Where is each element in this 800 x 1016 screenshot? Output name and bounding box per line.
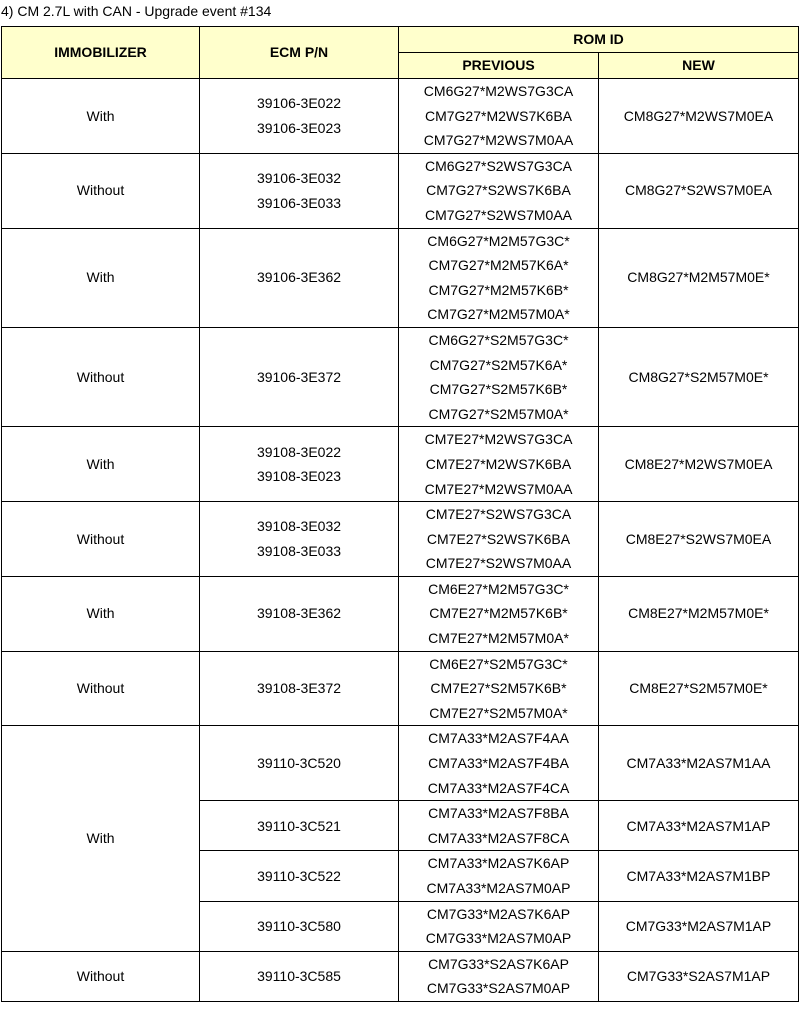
ecm-pn-value: 39108-3E362	[256, 605, 342, 622]
new-rom-id: CM8G27*S2WS7M0EA	[599, 153, 799, 228]
ecm-pn-value: 39110-3C580	[257, 917, 341, 934]
table-body	[2, 79, 799, 1002]
ecm-pn-cell	[200, 801, 399, 851]
table-row	[2, 427, 799, 502]
table-row	[2, 502, 799, 577]
ecm-pn-cell	[200, 79, 399, 154]
previous-rom-id: CM7G27*M2WS7M0AA	[423, 132, 574, 149]
ecm-pn-cell	[200, 153, 399, 228]
ecm-pn-cell	[200, 951, 399, 1001]
ecm-pn-value: 39110-3C522	[257, 867, 341, 884]
previous-rom-id: CM7E27*S2M57M0A*	[429, 704, 568, 721]
immobilizer-cell: Without	[2, 153, 200, 228]
ecm-pn-value: 39108-3E022	[256, 443, 342, 460]
previous-rom-id: CM7A33*M2AS7M0AP	[426, 880, 571, 896]
header-previous: PREVIOUS	[399, 53, 599, 79]
header-ecm-pn: ECM P/N	[200, 27, 399, 79]
table-row	[2, 726, 799, 801]
previous-rom-id: CM6E27*M2M57G3C*	[428, 580, 569, 597]
new-rom-id: CM7A33*M2AS7M1BP	[599, 851, 799, 901]
previous-rom-id: CM6G27*M2M57G3C*	[427, 232, 570, 249]
previous-rom-cell	[399, 153, 599, 228]
immobilizer-cell: Without	[2, 502, 200, 577]
previous-rom-cell	[399, 576, 599, 651]
ecm-pn-cell	[200, 726, 399, 801]
ecm-pn-value: 39110-3C520	[257, 755, 341, 772]
previous-rom-id: CM7A33*M2AS7F4CA	[427, 779, 570, 796]
ecm-pn-cell	[200, 228, 399, 327]
previous-rom-id: CM7A33*M2AS7F4AA	[428, 730, 569, 747]
ecm-pn-cell	[200, 651, 399, 726]
new-rom-id: CM8E27*M2M57M0E*	[599, 576, 799, 651]
previous-rom-id: CM6G27*S2WS7G3CA	[424, 157, 573, 174]
previous-rom-id: CM7E27*S2WS7K6BA	[426, 530, 571, 547]
previous-rom-id: CM7E27*M2WS7G3CA	[424, 431, 573, 448]
previous-rom-cell	[399, 726, 599, 801]
previous-rom-id: CM7G27*S2WS7M0AA	[424, 206, 573, 223]
immobilizer-cell: Without	[2, 951, 200, 1001]
table-row	[2, 651, 799, 726]
previous-rom-cell	[399, 951, 599, 1001]
ecm-pn-value: 39110-3C521	[257, 817, 341, 834]
previous-rom-id: CM7E27*S2M57K6B*	[430, 680, 567, 697]
ecm-pn-value: 39106-3E023	[256, 119, 342, 136]
previous-rom-id: CM6G27*M2WS7G3CA	[423, 83, 574, 99]
table-row	[2, 576, 799, 651]
previous-rom-cell	[399, 427, 599, 502]
ecm-pn-value: 39106-3E032	[256, 170, 342, 187]
new-rom-id: CM8E27*M2WS7M0EA	[599, 427, 799, 502]
previous-rom-id: CM7G33*S2AS7K6AP	[428, 955, 569, 972]
table-row	[2, 228, 799, 327]
new-rom-id: CM7G33*M2AS7M1AP	[599, 901, 799, 951]
previous-rom-id: CM7G27*M2WS7K6BA	[424, 107, 573, 124]
previous-rom-id: CM7G27*M2M57K6A*	[428, 257, 569, 274]
previous-rom-cell	[399, 79, 599, 154]
previous-rom-id: CM7G27*S2WS7K6BA	[426, 182, 571, 199]
immobilizer-cell: With	[2, 726, 200, 951]
ecm-pn-value: 39106-3E362	[256, 269, 342, 286]
immobilizer-cell: Without	[2, 327, 200, 426]
new-rom-id: CM7A33*M2AS7M1AP	[599, 801, 799, 851]
previous-rom-id: CM7E27*M2WS7K6BA	[425, 455, 572, 472]
ecm-pn-cell	[200, 327, 399, 426]
ecm-pn-value: 39106-3E033	[256, 194, 342, 211]
header-new: NEW	[599, 53, 799, 79]
ecm-pn-value: 39108-3E033	[256, 542, 342, 559]
previous-rom-id: CM7A33*M2AS7F8CA	[427, 829, 570, 846]
new-rom-id: CM7G33*S2AS7M1AP	[599, 951, 799, 1001]
ecm-pn-value: 39110-3C585	[257, 968, 341, 985]
previous-rom-id: CM7A33*M2AS7K6AP	[427, 855, 570, 872]
ecm-pn-value: 39108-3E032	[256, 518, 342, 535]
previous-rom-id: CM7E27*M2WS7M0AA	[424, 480, 573, 497]
previous-rom-id: CM7E27*S2WS7G3CA	[425, 506, 572, 523]
new-rom-id: CM8G27*M2WS7M0EA	[599, 79, 799, 154]
previous-rom-id: CM7A33*M2AS7F8BA	[428, 805, 569, 822]
immobilizer-cell: With	[2, 79, 200, 154]
ecm-pn-value: 39106-3E372	[256, 368, 342, 385]
previous-rom-id: CM7A33*M2AS7F4BA	[428, 755, 569, 772]
header-rom-id: ROM ID	[399, 27, 799, 53]
previous-rom-id: CM7E27*S2WS7M0AA	[425, 555, 572, 572]
previous-rom-id: CM7G27*S2M57K6B*	[429, 381, 568, 398]
immobilizer-cell: With	[2, 228, 200, 327]
table-caption: 4) CM 2.7L with CAN - Upgrade event #134	[1, 3, 272, 19]
previous-rom-cell	[399, 851, 599, 901]
ecm-pn-cell	[200, 576, 399, 651]
ecm-pn-cell	[200, 851, 399, 901]
table-row	[2, 79, 799, 154]
previous-rom-id: CM7G33*S2AS7M0AP	[426, 980, 571, 997]
new-rom-id: CM8E27*S2M57M0E*	[599, 651, 799, 726]
previous-rom-cell	[399, 502, 599, 577]
ecm-pn-cell	[200, 502, 399, 577]
new-rom-id: CM8G27*M2M57M0E*	[599, 228, 799, 327]
previous-rom-id: CM7E27*M2M57K6B*	[429, 605, 568, 622]
previous-rom-id: CM7E27*M2M57M0A*	[428, 630, 569, 647]
rom-id-table	[1, 26, 799, 1002]
new-rom-id: CM8G27*S2M57M0E*	[599, 327, 799, 426]
ecm-pn-value: 39106-3E022	[256, 95, 342, 112]
previous-rom-cell	[399, 801, 599, 851]
previous-rom-cell	[399, 327, 599, 426]
previous-rom-id: CM6G27*S2M57G3C*	[428, 331, 569, 348]
header-immobilizer: IMMOBILIZER	[2, 27, 200, 79]
table-row	[2, 153, 799, 228]
previous-rom-id: CM7G27*S2M57K6A*	[429, 356, 568, 373]
previous-rom-id: CM7G33*M2AS7M0AP	[425, 930, 572, 947]
new-rom-id: CM7A33*M2AS7M1AA	[599, 726, 799, 801]
previous-rom-id: CM6E27*S2M57G3C*	[429, 655, 568, 672]
ecm-pn-cell	[200, 901, 399, 951]
immobilizer-cell: With	[2, 427, 200, 502]
immobilizer-cell: Without	[2, 651, 200, 726]
previous-rom-cell	[399, 651, 599, 726]
ecm-pn-value: 39108-3E023	[256, 468, 342, 485]
previous-rom-cell	[399, 228, 599, 327]
table-row	[2, 327, 799, 426]
previous-rom-id: CM7G27*S2M57M0A*	[428, 405, 569, 422]
previous-rom-cell	[399, 901, 599, 951]
previous-rom-id: CM7G33*M2AS7K6AP	[426, 905, 571, 922]
previous-rom-id: CM7G27*M2M57K6B*	[428, 281, 569, 298]
previous-rom-id: CM7G27*M2M57M0A*	[427, 306, 570, 323]
immobilizer-cell: With	[2, 576, 200, 651]
table-row	[2, 951, 799, 1001]
ecm-pn-cell	[200, 427, 399, 502]
table-header	[2, 27, 799, 79]
ecm-pn-value: 39108-3E372	[256, 680, 342, 697]
new-rom-id: CM8E27*S2WS7M0EA	[599, 502, 799, 577]
